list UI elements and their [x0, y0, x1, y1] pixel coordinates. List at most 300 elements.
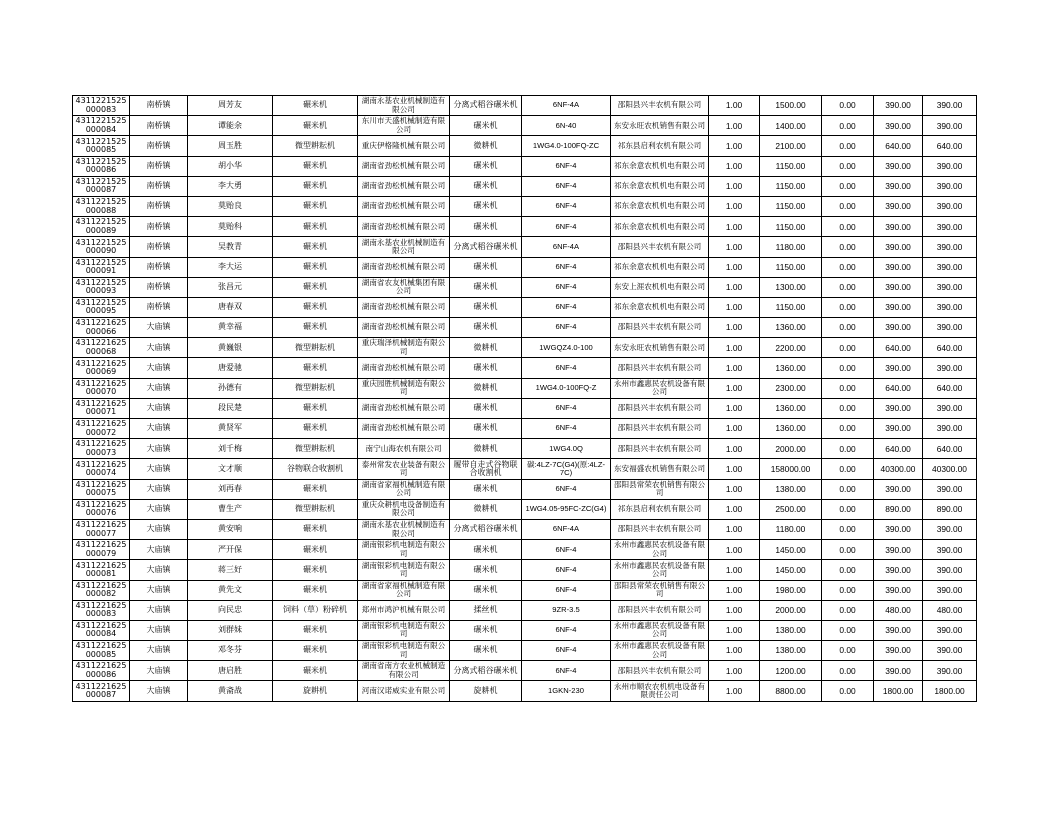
cell-qty: 1.00 — [709, 620, 760, 640]
cell-price: 1500.00 — [760, 96, 822, 116]
cell-price: 1980.00 — [760, 580, 822, 600]
cell-subsidy_b: 40300.00 — [923, 459, 977, 479]
cell-model: 6NF-4A — [522, 519, 611, 539]
cell-qty: 1.00 — [709, 196, 760, 216]
cell-subsidy_a: 890.00 — [874, 499, 923, 519]
cell-subsidy_b: 640.00 — [923, 338, 977, 358]
cell-subtype: 碾米机 — [450, 297, 522, 317]
cell-subsidy_central: 0.00 — [822, 398, 874, 418]
cell-dealer: 永州市鑫惠民农机设备有限公司 — [611, 641, 709, 661]
table-row — [73, 176, 977, 196]
cell-subsidy_central: 0.00 — [822, 519, 874, 539]
table-row — [73, 156, 977, 176]
cell-price: 1360.00 — [760, 358, 822, 378]
cell-subtype: 碾米机 — [450, 560, 522, 580]
cell-subsidy_a: 390.00 — [874, 398, 923, 418]
cell-price: 1150.00 — [760, 176, 822, 196]
cell-model: 6NF-4 — [522, 580, 611, 600]
cell-model: 6NF-4 — [522, 277, 611, 297]
cell-subsidy_a: 390.00 — [874, 237, 923, 257]
cell-subtype: 碾米机 — [450, 156, 522, 176]
cell-town: 大庙镇 — [130, 439, 188, 459]
cell-subtype: 碾米机 — [450, 196, 522, 216]
cell-qty: 1.00 — [709, 519, 760, 539]
cell-subsidy_b: 1800.00 — [923, 681, 977, 701]
cell-town: 南桥镇 — [130, 96, 188, 116]
cell-price: 2200.00 — [760, 338, 822, 358]
cell-model: 1WG4.0Q — [522, 439, 611, 459]
cell-name: 李大勇 — [188, 176, 273, 196]
table-row — [73, 136, 977, 156]
table-row — [73, 540, 977, 560]
cell-qty: 1.00 — [709, 96, 760, 116]
cell-manufacturer: 湖南永基农业机械制造有限公司 — [358, 96, 450, 116]
table-row — [73, 318, 977, 338]
cell-town: 南桥镇 — [130, 136, 188, 156]
cell-subsidy_b: 390.00 — [923, 479, 977, 499]
cell-dealer: 东安永旺农机销售有限公司 — [611, 338, 709, 358]
cell-subtype: 碾米机 — [450, 176, 522, 196]
cell-id: 4311221525000090 — [73, 237, 130, 257]
cell-subsidy_b: 890.00 — [923, 499, 977, 519]
cell-dealer: 祁东余意农机机电有限公司 — [611, 217, 709, 237]
cell-town: 大庙镇 — [130, 419, 188, 439]
table-row — [73, 620, 977, 640]
cell-id: 4311221625000084 — [73, 620, 130, 640]
cell-subsidy_a: 390.00 — [874, 318, 923, 338]
cell-category: 微型耕耘机 — [273, 499, 358, 519]
cell-id: 4311221525000089 — [73, 217, 130, 237]
cell-name: 刘千梅 — [188, 439, 273, 459]
cell-model: 1WG4.0-100FQ-Z — [522, 378, 611, 398]
cell-subtype: 碾米机 — [450, 398, 522, 418]
cell-dealer: 永州市顺农农机机电设备有限责任公司 — [611, 681, 709, 701]
cell-model: 6NF-4 — [522, 176, 611, 196]
cell-qty: 1.00 — [709, 257, 760, 277]
cell-id: 4311221525000095 — [73, 297, 130, 317]
cell-manufacturer: 湖南银彩机电制造有限公司 — [358, 560, 450, 580]
cell-category: 碾米机 — [273, 196, 358, 216]
cell-dealer: 邵阳县常荣农机销售有限公司 — [611, 479, 709, 499]
cell-model: 9ZR-3.5 — [522, 600, 611, 620]
cell-price: 1360.00 — [760, 419, 822, 439]
cell-town: 大庙镇 — [130, 318, 188, 338]
cell-subsidy_b: 640.00 — [923, 136, 977, 156]
cell-dealer: 永州市鑫惠民农机设备有限公司 — [611, 560, 709, 580]
cell-subsidy_b: 390.00 — [923, 176, 977, 196]
cell-model: 6NF-4 — [522, 419, 611, 439]
cell-model: 6NF-4 — [522, 358, 611, 378]
cell-category: 碾米机 — [273, 176, 358, 196]
cell-dealer: 邵阳县兴丰农机有限公司 — [611, 661, 709, 681]
cell-subtype: 碾米机 — [450, 580, 522, 600]
cell-subsidy_b: 390.00 — [923, 398, 977, 418]
cell-price: 1150.00 — [760, 217, 822, 237]
cell-subtype: 碾米机 — [450, 620, 522, 640]
cell-id: 4311221625000079 — [73, 540, 130, 560]
table-row — [73, 580, 977, 600]
cell-id: 4311221625000083 — [73, 600, 130, 620]
cell-qty: 1.00 — [709, 540, 760, 560]
table-row — [73, 378, 977, 398]
cell-dealer: 祁东余意农机机电有限公司 — [611, 257, 709, 277]
cell-manufacturer: 湖南省劲松机械有限公司 — [358, 176, 450, 196]
cell-name: 莫贻良 — [188, 196, 273, 216]
cell-subsidy_a: 390.00 — [874, 661, 923, 681]
cell-qty: 1.00 — [709, 661, 760, 681]
cell-subsidy_central: 0.00 — [822, 156, 874, 176]
cell-manufacturer: 湖南省劲松机械有限公司 — [358, 318, 450, 338]
cell-dealer: 东安上涯农机机电有限公司 — [611, 277, 709, 297]
cell-name: 李大运 — [188, 257, 273, 277]
cell-subsidy_b: 390.00 — [923, 519, 977, 539]
cell-name: 刘群妹 — [188, 620, 273, 640]
cell-manufacturer: 湖南省劲松机械有限公司 — [358, 398, 450, 418]
cell-category: 碾米机 — [273, 519, 358, 539]
cell-id: 4311221625000074 — [73, 459, 130, 479]
cell-qty: 1.00 — [709, 358, 760, 378]
table-row — [73, 600, 977, 620]
cell-manufacturer: 重庆园胜机械制造有限公司 — [358, 378, 450, 398]
cell-manufacturer: 湖南省劲松机械有限公司 — [358, 257, 450, 277]
cell-subtype: 旋耕机 — [450, 681, 522, 701]
cell-town: 大庙镇 — [130, 479, 188, 499]
cell-subsidy_a: 390.00 — [874, 519, 923, 539]
cell-qty: 1.00 — [709, 378, 760, 398]
cell-price: 1380.00 — [760, 641, 822, 661]
cell-model: 6NF-4 — [522, 479, 611, 499]
cell-id: 4311221625000081 — [73, 560, 130, 580]
cell-name: 段民楚 — [188, 398, 273, 418]
cell-manufacturer: 郑州市鸿沪机械有限公司 — [358, 600, 450, 620]
table-row — [73, 116, 977, 136]
cell-subtype: 微耕机 — [450, 499, 522, 519]
cell-model: 6NF-4A — [522, 237, 611, 257]
cell-town: 大庙镇 — [130, 358, 188, 378]
cell-subsidy_b: 390.00 — [923, 580, 977, 600]
cell-dealer: 邵阳县兴丰农机有限公司 — [611, 96, 709, 116]
cell-model: 6NF-4 — [522, 257, 611, 277]
table-row — [73, 338, 977, 358]
cell-id: 4311221625000071 — [73, 398, 130, 418]
cell-category: 碾米机 — [273, 661, 358, 681]
table-row — [73, 499, 977, 519]
table-row — [73, 217, 977, 237]
cell-price: 1450.00 — [760, 560, 822, 580]
cell-subtype: 碾米机 — [450, 419, 522, 439]
cell-town: 大庙镇 — [130, 620, 188, 640]
cell-town: 大庙镇 — [130, 600, 188, 620]
cell-price: 1380.00 — [760, 620, 822, 640]
cell-qty: 1.00 — [709, 217, 760, 237]
cell-category: 碾米机 — [273, 156, 358, 176]
cell-name: 周玉胜 — [188, 136, 273, 156]
cell-name: 曹生产 — [188, 499, 273, 519]
cell-subsidy_a: 640.00 — [874, 378, 923, 398]
table-body — [73, 96, 977, 702]
cell-subtype: 碾米机 — [450, 217, 522, 237]
cell-subsidy_b: 390.00 — [923, 196, 977, 216]
cell-subsidy_b: 390.00 — [923, 358, 977, 378]
cell-model: 6NF-4 — [522, 398, 611, 418]
cell-name: 黄安响 — [188, 519, 273, 539]
cell-dealer: 祁东县启利农机有限公司 — [611, 136, 709, 156]
cell-manufacturer: 湖南省劲松机械有限公司 — [358, 297, 450, 317]
cell-subsidy_central: 0.00 — [822, 96, 874, 116]
cell-price: 1360.00 — [760, 318, 822, 338]
cell-id: 4311221625000072 — [73, 419, 130, 439]
cell-subsidy_a: 390.00 — [874, 620, 923, 640]
cell-subsidy_a: 640.00 — [874, 338, 923, 358]
cell-category: 旋耕机 — [273, 681, 358, 701]
cell-qty: 1.00 — [709, 459, 760, 479]
cell-manufacturer: 东川市天盛机械制造有限公司 — [358, 116, 450, 136]
cell-subsidy_central: 0.00 — [822, 540, 874, 560]
cell-category: 碾米机 — [273, 540, 358, 560]
cell-id: 4311221625000086 — [73, 661, 130, 681]
cell-subtype: 碾米机 — [450, 116, 522, 136]
table-row — [73, 297, 977, 317]
cell-subsidy_b: 390.00 — [923, 560, 977, 580]
cell-subtype: 碾米机 — [450, 318, 522, 338]
cell-model: 6NF-4 — [522, 297, 611, 317]
cell-category: 碾米机 — [273, 116, 358, 136]
cell-id: 4311221625000075 — [73, 479, 130, 499]
cell-subsidy_central: 0.00 — [822, 439, 874, 459]
cell-subsidy_b: 390.00 — [923, 96, 977, 116]
cell-dealer: 祁东县启利农机有限公司 — [611, 499, 709, 519]
cell-subsidy_b: 390.00 — [923, 620, 977, 640]
cell-subtype: 分离式稻谷碾米机 — [450, 237, 522, 257]
cell-subsidy_central: 0.00 — [822, 318, 874, 338]
table-row — [73, 358, 977, 378]
cell-category: 碾米机 — [273, 96, 358, 116]
cell-model: 碳:4LZ-7C(G4)(原:4LZ-7C) — [522, 459, 611, 479]
cell-category: 碾米机 — [273, 641, 358, 661]
cell-price: 1200.00 — [760, 661, 822, 681]
cell-subsidy_b: 390.00 — [923, 237, 977, 257]
cell-category: 谷物联合收割机 — [273, 459, 358, 479]
cell-name: 唐启胜 — [188, 661, 273, 681]
cell-name: 黄斋战 — [188, 681, 273, 701]
cell-dealer: 东安福盛农机销售有限公司 — [611, 459, 709, 479]
cell-subsidy_a: 1800.00 — [874, 681, 923, 701]
cell-subsidy_central: 0.00 — [822, 358, 874, 378]
cell-subtype: 微耕机 — [450, 378, 522, 398]
cell-subsidy_a: 480.00 — [874, 600, 923, 620]
cell-town: 大庙镇 — [130, 661, 188, 681]
cell-dealer: 邵阳县兴丰农机有限公司 — [611, 398, 709, 418]
cell-subsidy_central: 0.00 — [822, 257, 874, 277]
cell-subtype: 碾米机 — [450, 479, 522, 499]
cell-subtype: 碾米机 — [450, 277, 522, 297]
cell-subsidy_central: 0.00 — [822, 176, 874, 196]
cell-price: 158000.00 — [760, 459, 822, 479]
table-row — [73, 196, 977, 216]
cell-subsidy_a: 640.00 — [874, 439, 923, 459]
cell-name: 张昌元 — [188, 277, 273, 297]
cell-name: 黄幸福 — [188, 318, 273, 338]
cell-town: 大庙镇 — [130, 540, 188, 560]
cell-town: 南桥镇 — [130, 277, 188, 297]
cell-model: 1WGQZ4.0-100 — [522, 338, 611, 358]
cell-category: 微型耕耘机 — [273, 136, 358, 156]
cell-town: 南桥镇 — [130, 257, 188, 277]
cell-id: 4311221625000076 — [73, 499, 130, 519]
cell-subsidy_central: 0.00 — [822, 277, 874, 297]
cell-subsidy_a: 390.00 — [874, 257, 923, 277]
cell-category: 碾米机 — [273, 257, 358, 277]
cell-subtype: 微耕机 — [450, 439, 522, 459]
cell-manufacturer: 泰州常发农业装备有限公司 — [358, 459, 450, 479]
cell-id: 4311221525000086 — [73, 156, 130, 176]
cell-qty: 1.00 — [709, 641, 760, 661]
cell-category: 微型耕耘机 — [273, 439, 358, 459]
cell-id: 4311221625000070 — [73, 378, 130, 398]
cell-name: 黄先文 — [188, 580, 273, 600]
cell-subsidy_central: 0.00 — [822, 580, 874, 600]
cell-manufacturer: 湖南永基农业机械制造有限公司 — [358, 519, 450, 539]
cell-id: 4311221525000083 — [73, 96, 130, 116]
cell-manufacturer: 湖南银彩机电制造有限公司 — [358, 540, 450, 560]
cell-id: 4311221625000073 — [73, 439, 130, 459]
cell-subsidy_a: 390.00 — [874, 96, 923, 116]
cell-qty: 1.00 — [709, 116, 760, 136]
table-row — [73, 398, 977, 418]
cell-qty: 1.00 — [709, 419, 760, 439]
cell-qty: 1.00 — [709, 297, 760, 317]
cell-town: 大庙镇 — [130, 398, 188, 418]
cell-qty: 1.00 — [709, 600, 760, 620]
cell-id: 4311221625000069 — [73, 358, 130, 378]
cell-dealer: 邵阳县兴丰农机有限公司 — [611, 519, 709, 539]
cell-name: 孙德有 — [188, 378, 273, 398]
cell-qty: 1.00 — [709, 156, 760, 176]
cell-id: 4311221625000068 — [73, 338, 130, 358]
cell-subsidy_central: 0.00 — [822, 297, 874, 317]
cell-town: 大庙镇 — [130, 580, 188, 600]
cell-town: 大庙镇 — [130, 641, 188, 661]
cell-category: 碾米机 — [273, 620, 358, 640]
cell-dealer: 永州市鑫惠民农机设备有限公司 — [611, 378, 709, 398]
cell-subsidy_central: 0.00 — [822, 116, 874, 136]
cell-id: 4311221525000091 — [73, 257, 130, 277]
cell-town: 南桥镇 — [130, 297, 188, 317]
cell-subtype: 分离式稻谷碾米机 — [450, 661, 522, 681]
cell-subtype: 分离式稻谷碾米机 — [450, 519, 522, 539]
cell-model: 6N-40 — [522, 116, 611, 136]
table-row — [73, 257, 977, 277]
cell-manufacturer: 湖南省南方农业机械制造有限公司 — [358, 661, 450, 681]
cell-manufacturer: 湖南省劲松机械有限公司 — [358, 196, 450, 216]
table-row — [73, 479, 977, 499]
cell-subsidy_b: 390.00 — [923, 116, 977, 136]
cell-subsidy_b: 640.00 — [923, 439, 977, 459]
cell-category: 碾米机 — [273, 297, 358, 317]
cell-name: 唐爱驰 — [188, 358, 273, 378]
cell-town: 大庙镇 — [130, 338, 188, 358]
cell-subsidy_b: 390.00 — [923, 277, 977, 297]
cell-manufacturer: 南宁山海农机有限公司 — [358, 439, 450, 459]
cell-qty: 1.00 — [709, 681, 760, 701]
cell-model: 6NF-4 — [522, 560, 611, 580]
cell-model: 1WG4.05-95FC-ZC(G4) — [522, 499, 611, 519]
cell-qty: 1.00 — [709, 318, 760, 338]
cell-subsidy_b: 390.00 — [923, 257, 977, 277]
table-row — [73, 459, 977, 479]
cell-town: 南桥镇 — [130, 116, 188, 136]
cell-category: 碾米机 — [273, 358, 358, 378]
cell-name: 黄巍银 — [188, 338, 273, 358]
cell-subsidy_b: 640.00 — [923, 378, 977, 398]
cell-name: 向民忠 — [188, 600, 273, 620]
cell-subtype: 履带自走式谷物联合收割机 — [450, 459, 522, 479]
cell-id: 4311221625000085 — [73, 641, 130, 661]
cell-subsidy_central: 0.00 — [822, 459, 874, 479]
table-row — [73, 641, 977, 661]
cell-category: 微型耕耘机 — [273, 338, 358, 358]
cell-subsidy_a: 390.00 — [874, 277, 923, 297]
cell-subsidy_a: 390.00 — [874, 176, 923, 196]
cell-manufacturer: 重庆伊格隆机械有限公司 — [358, 136, 450, 156]
cell-model: 6NF-4 — [522, 318, 611, 338]
cell-town: 大庙镇 — [130, 681, 188, 701]
cell-subsidy_a: 390.00 — [874, 479, 923, 499]
cell-subsidy_a: 390.00 — [874, 540, 923, 560]
subsidy-table — [72, 95, 977, 702]
table-row — [73, 96, 977, 116]
cell-town: 南桥镇 — [130, 176, 188, 196]
cell-name: 胡小华 — [188, 156, 273, 176]
cell-town: 南桥镇 — [130, 156, 188, 176]
cell-name: 周芳友 — [188, 96, 273, 116]
cell-manufacturer: 湖南省劲松机械有限公司 — [358, 419, 450, 439]
cell-category: 碾米机 — [273, 318, 358, 338]
cell-town: 南桥镇 — [130, 217, 188, 237]
cell-subsidy_b: 390.00 — [923, 156, 977, 176]
cell-dealer: 邵阳县兴丰农机有限公司 — [611, 358, 709, 378]
cell-subtype: 微耕机 — [450, 136, 522, 156]
cell-model: 6NF-4 — [522, 620, 611, 640]
cell-name: 吴教青 — [188, 237, 273, 257]
cell-name: 谭能余 — [188, 116, 273, 136]
cell-subsidy_b: 390.00 — [923, 297, 977, 317]
cell-price: 1180.00 — [760, 237, 822, 257]
cell-price: 1380.00 — [760, 479, 822, 499]
cell-manufacturer: 湖南省劲松机械有限公司 — [358, 217, 450, 237]
cell-manufacturer: 湖南省劲松机械有限公司 — [358, 358, 450, 378]
cell-subsidy_central: 0.00 — [822, 419, 874, 439]
cell-qty: 1.00 — [709, 479, 760, 499]
cell-qty: 1.00 — [709, 277, 760, 297]
table-row — [73, 681, 977, 701]
cell-subsidy_central: 0.00 — [822, 600, 874, 620]
cell-id: 4311221525000085 — [73, 136, 130, 156]
cell-subtype: 碾米机 — [450, 358, 522, 378]
table-row — [73, 519, 977, 539]
cell-manufacturer: 湖南永基农业机械制造有限公司 — [358, 237, 450, 257]
cell-model: 6NF-4 — [522, 540, 611, 560]
cell-name: 唐春双 — [188, 297, 273, 317]
cell-subtype: 碾米机 — [450, 540, 522, 560]
cell-qty: 1.00 — [709, 237, 760, 257]
cell-name: 文才顺 — [188, 459, 273, 479]
cell-dealer: 邵阳县兴丰农机有限公司 — [611, 419, 709, 439]
cell-qty: 1.00 — [709, 580, 760, 600]
cell-model: 1WG4.0-100FQ-ZC — [522, 136, 611, 156]
cell-dealer: 祁东余意农机机电有限公司 — [611, 156, 709, 176]
cell-dealer: 东安永旺农机销售有限公司 — [611, 116, 709, 136]
